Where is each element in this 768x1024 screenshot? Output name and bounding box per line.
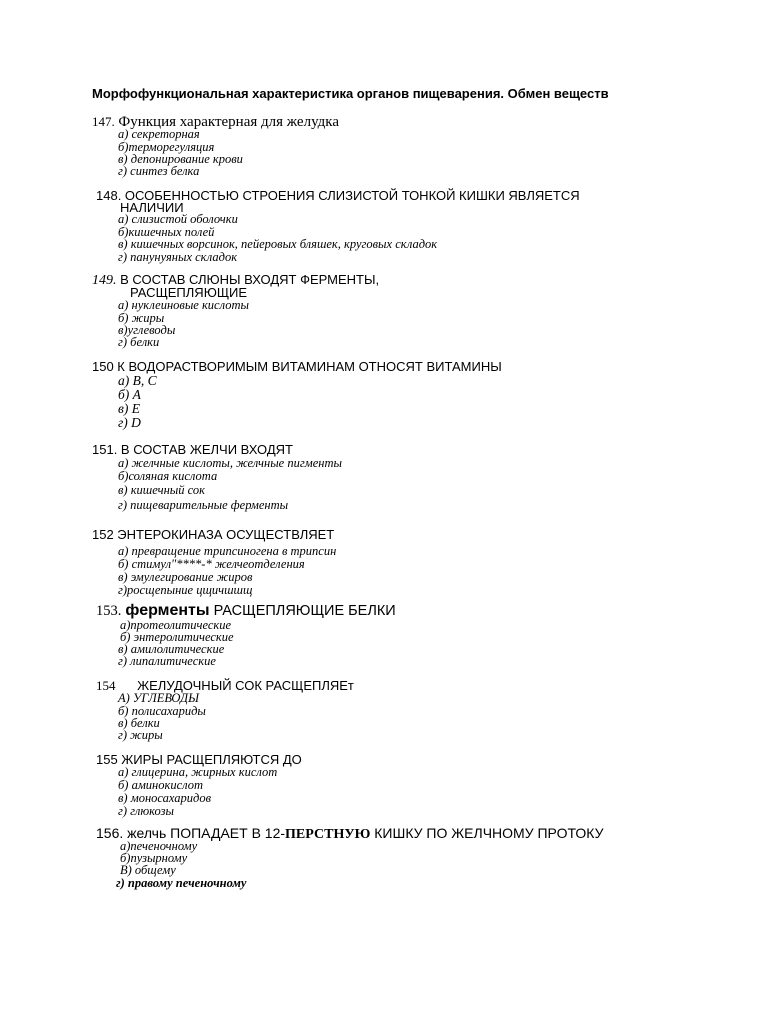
- option-155-a: а) глицерина, жирных кислот: [118, 765, 278, 779]
- option-152-d: г)росщепыние цщичшшщ: [118, 583, 253, 597]
- option-149-b: б) жиры: [118, 311, 165, 325]
- option-152-c: в) эмулегирование жиров: [118, 570, 253, 584]
- option-153-d: г) липалитические: [118, 654, 216, 668]
- option-155-c: в) моносахаридов: [118, 791, 211, 805]
- question-text: Функция характерная для желудка: [118, 114, 339, 130]
- option-154-c: в) белки: [118, 716, 160, 730]
- option-151-a: а) желчные кислоты, желчные пигменты: [118, 456, 342, 470]
- question-148-cont: НАЛИЧИИ: [120, 200, 184, 215]
- option-148-c: в) кишечных ворсинок, пейеровых бляшек, круговых складок: [118, 237, 438, 251]
- option-156-a: а)печеночному: [120, 839, 198, 853]
- question-155: 155 ЖИРЫ РАСЩЕПЛЯЮТСЯ ДО: [96, 752, 302, 767]
- question-text: ЖЕЛУДОЧНЫЙ СОК РАСЩЕПЛЯЕт: [137, 678, 354, 693]
- option-152-a: а) превращение трипсиногена в трипсин: [118, 544, 337, 558]
- option-153-b: б) энтеролитические: [120, 630, 234, 644]
- option-152-b: б) стимул"****-* желчеотделения: [118, 557, 305, 571]
- question-number: 154: [96, 678, 116, 693]
- question-number: 149.: [92, 273, 117, 288]
- option-155-d: г) глюкозы: [118, 804, 174, 818]
- option-154-a: А) УГЛЕВОДЫ: [118, 691, 199, 705]
- option-153-a: а)протеолитические: [120, 618, 232, 632]
- option-149-c: в)углеводы: [118, 323, 176, 337]
- option-154-d: г) жиры: [118, 728, 163, 742]
- question-number: 153.: [96, 603, 122, 619]
- option-151-c: в) кишечный сок: [118, 483, 205, 497]
- option-150-d: г) D: [118, 415, 141, 430]
- question-text: РАСЩЕПЛЯЮЩИЕ БЕЛКИ: [209, 603, 396, 619]
- option-148-d: г) панунуяных складок: [118, 250, 238, 264]
- option-149-d: г) белки: [118, 335, 160, 349]
- option-155-b: б) аминокислот: [118, 778, 204, 792]
- question-text-end: КИШКУ ПО ЖЕЛЧНОМУ ПРОТОКУ: [370, 825, 604, 841]
- option-151-b: б)соляная кислота: [118, 469, 218, 483]
- question-keyword: ферменты: [125, 602, 210, 619]
- option-147-a: а) секреторная: [118, 127, 200, 141]
- question-153: [96, 604, 396, 618]
- option-148-b: б)кишечных полей: [118, 225, 215, 239]
- option-149-a: а) нуклеиновые кислоты: [118, 298, 249, 312]
- option-147-c: в) депонирование крови: [118, 152, 243, 166]
- question-text: В СОСТАВ СЛЮНЫ ВХОДЯТ ФЕРМЕНТЫ,: [116, 272, 380, 287]
- question-151: 151. В СОСТАВ ЖЕЛЧИ ВХОДЯТ: [92, 442, 293, 457]
- option-151-d: г) пищеварительные ферменты: [118, 498, 289, 512]
- option-156-b: б)пузырному: [120, 851, 188, 865]
- option-156-c: В) общему: [120, 863, 176, 877]
- option-153-c: в) амилолитические: [118, 642, 225, 656]
- option-150-a: а) В, С: [118, 373, 157, 388]
- page-title: Морфофункциональная характеристика органов пищеварения. Обмен веществ: [92, 86, 609, 101]
- question-150: 150 К ВОДОРАСТВОРИМЫМ ВИТАМИНАМ ОТНОСЯТ ВИТАМИНЫ: [92, 359, 502, 374]
- option-150-c: в) Е: [118, 401, 140, 416]
- option-147-b: б)терморегуляция: [118, 140, 215, 154]
- question-number: 147.: [92, 114, 115, 129]
- option-150-b: б) А: [118, 387, 141, 402]
- option-148-a: а) слизистой оболочки: [118, 212, 238, 226]
- option-156-d: г) правому печеночному: [116, 876, 247, 890]
- question-152: 152 ЭНТЕРОКИНАЗА ОСУЩЕСТВЛЯЕТ: [92, 527, 335, 542]
- question-148: 148. ОСОБЕННОСТЬЮ СТРОЕНИЯ СЛИЗИСТОЙ ТОНКОЙ КИШКИ ЯВЛЯЕТСЯ: [96, 188, 580, 203]
- option-147-d: г) синтез белка: [118, 164, 200, 178]
- question-text: 156. желчь ПОПАДАЕТ В 12-: [96, 825, 286, 841]
- question-bold-word: ПЕРСТНУЮ: [285, 827, 371, 842]
- option-154-b: б) полисахариды: [118, 704, 206, 718]
- question-149-cont: РАСЩЕПЛЯЮЩИЕ: [130, 285, 248, 300]
